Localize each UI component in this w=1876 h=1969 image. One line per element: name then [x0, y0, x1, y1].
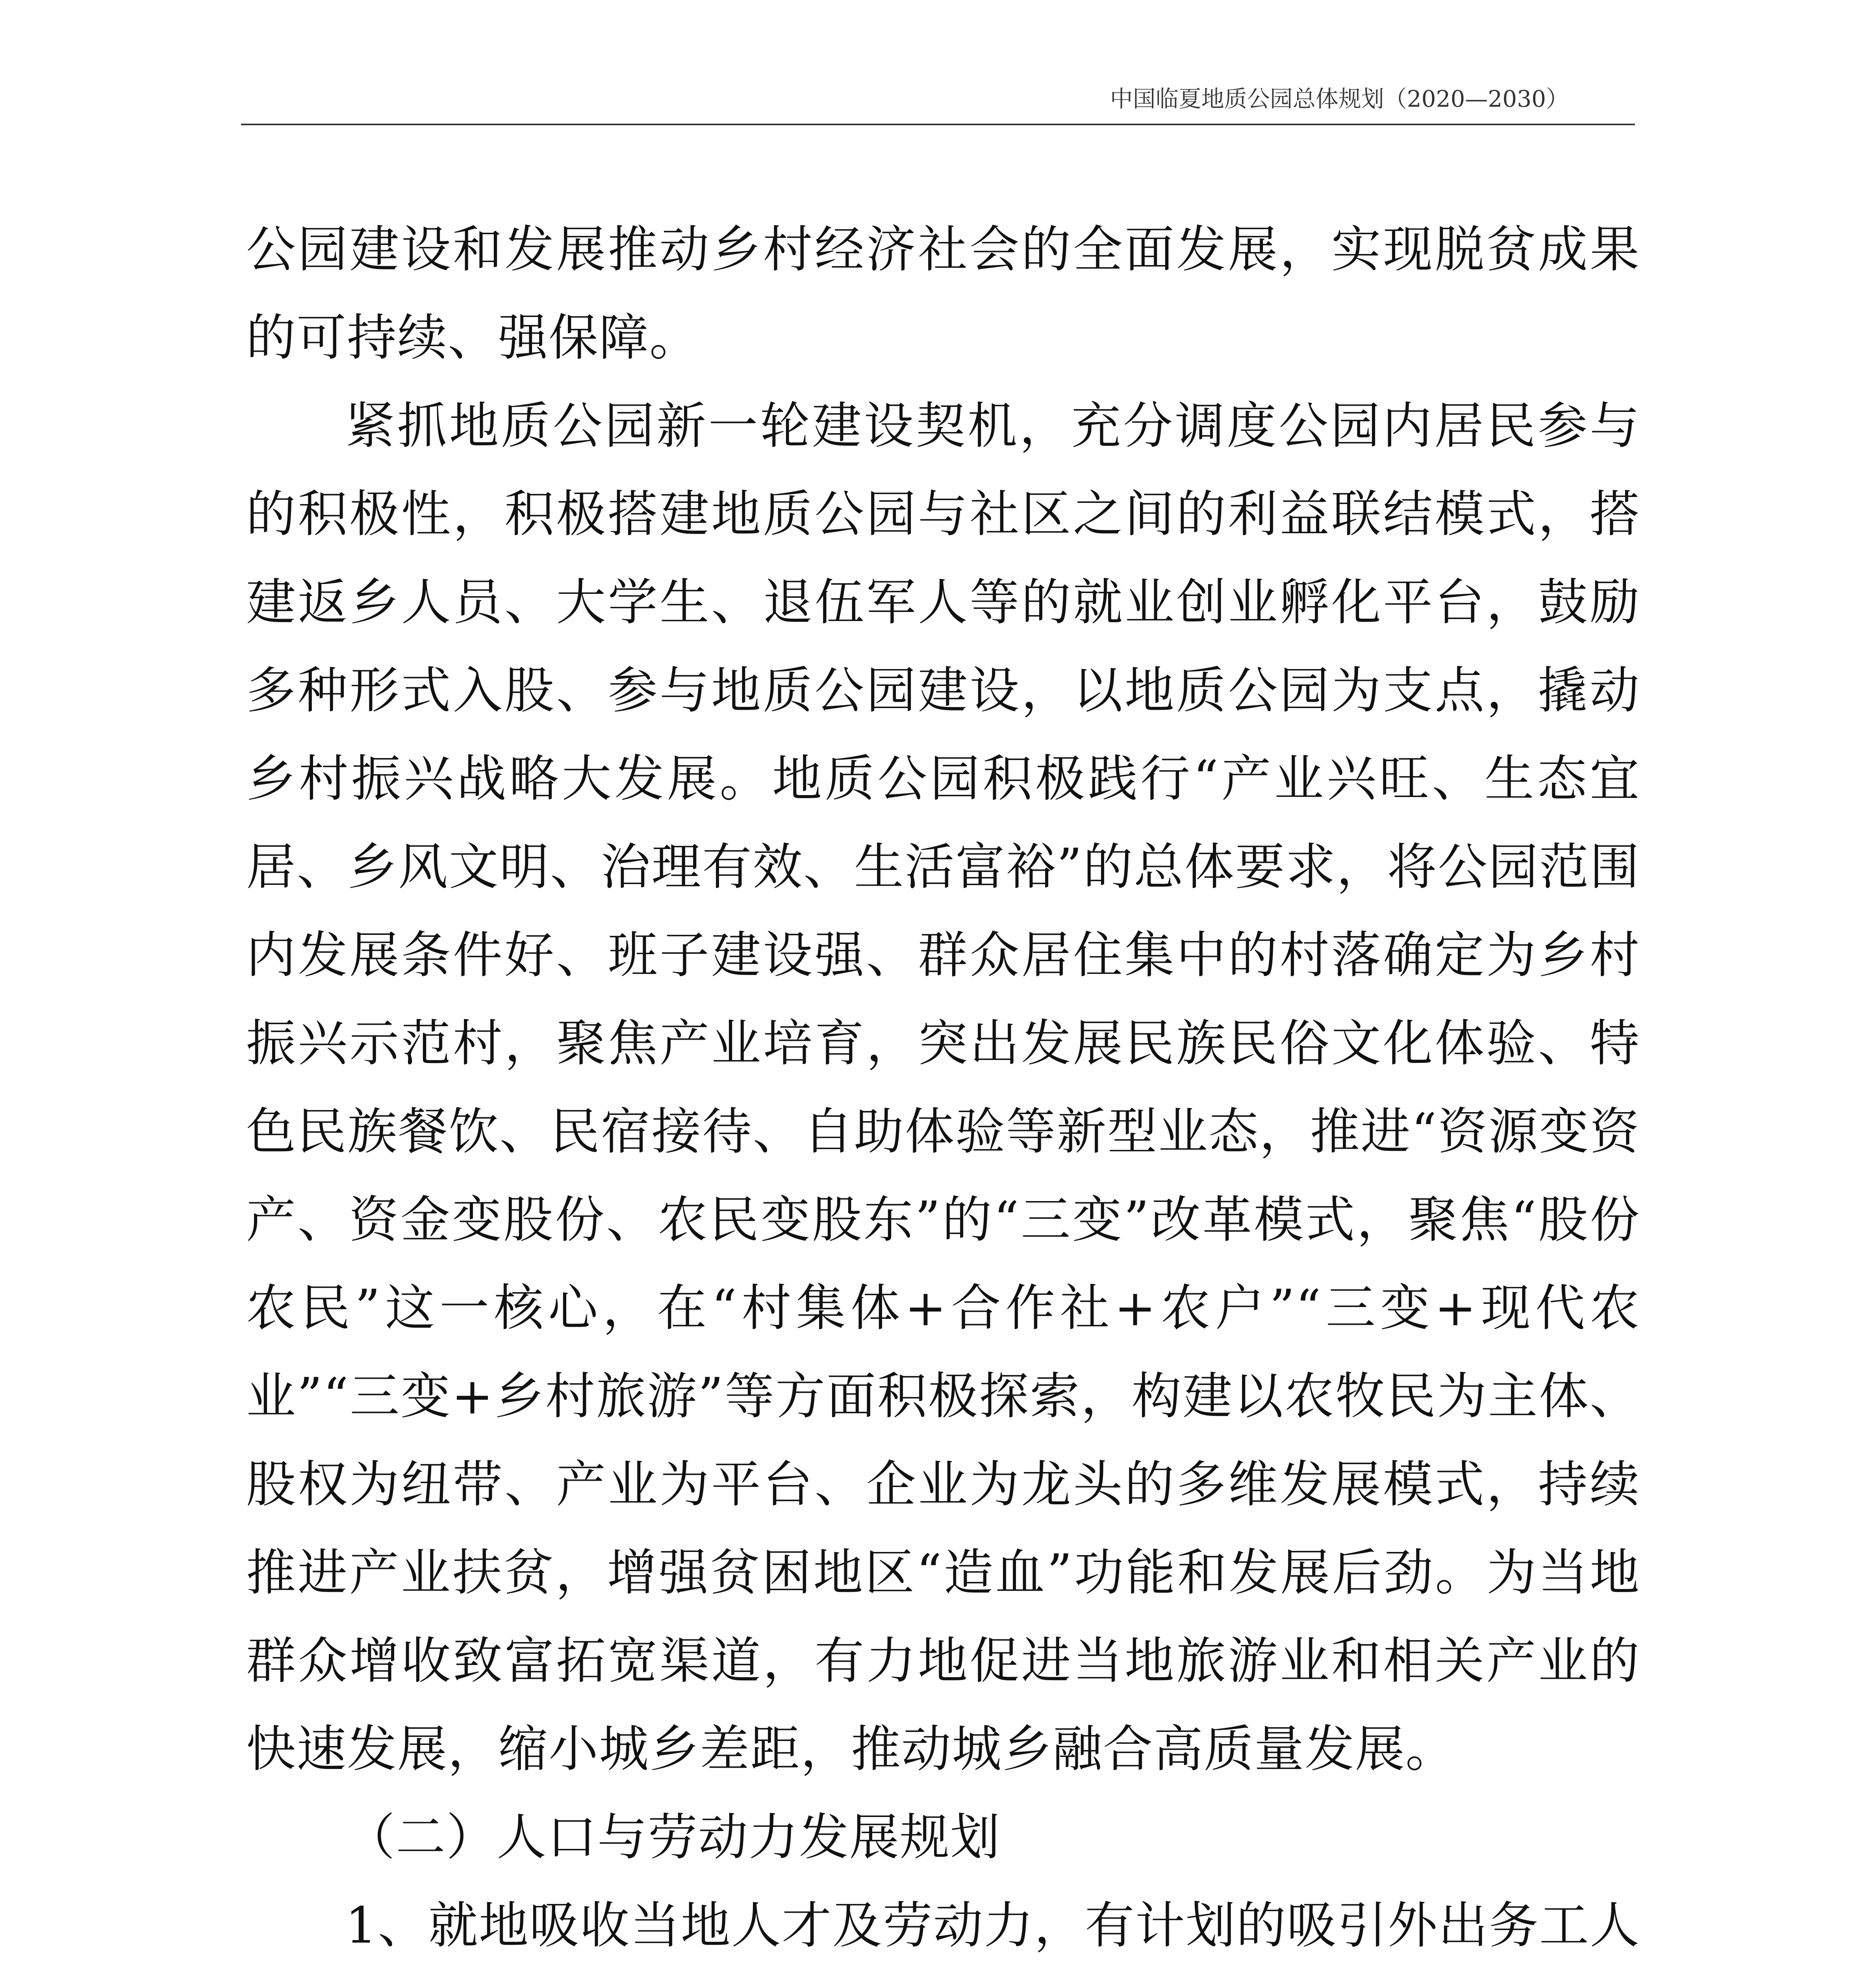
paragraph-item-1: 1、就地吸收当地人才及劳动力，有计划的吸引外出务工人 [345, 1897, 1640, 1954]
section-heading-population-labor: （二）人口与劳动力发展规划 [345, 1808, 1001, 1866]
body-text [246, 206, 1640, 1969]
running-header-title: 中国临夏地质公园总体规划（2020—2030） [1110, 85, 1569, 112]
paragraph-rural-revitalization: 紧抓地质公园新一轮建设契机，充分调度公园内居民参与的积极性，积极搭建地质公园与社区之间的利益联结模式，搭建返乡人员、大学生、退伍军人等的就业创业孵化平台，鼓励多种形式入股、参与地质公园建设，以地质公园为支点，撬动乡村振兴战略大发展。地质公园积极践行“产业兴旺、生态宜居、乡风文明、治理有效、生活富裕”的总体要求，将公园范围内发展条件好、班子建设强、群众居住集中的村落确定为乡村振兴示范村，聚焦产业培育，突出发展民族民俗文化体验、特色民族餐饮、民宿接待、自助体验等新型业态，推进“资源变资产、资金变股份、农民变股东”的“三变”改革模式，聚焦“股份农民”这一核心，在“村集体+合作社+农户”“三变+现代农业”“三变+乡村旅游”等方面积极探索，构建以农牧民为主体、股权为纽带、产业为平台、企业为龙头的多维发展模式，持续推进产业扶贫，增强贫困地区“造血”功能和发展后劲。为当地群众增收致富拓宽渠道，有力地促进当地旅游业和相关产业的快速发展，缩小城乡差距，推动城乡融合高质量发展。 [246, 397, 1640, 1778]
header-divider [241, 124, 1635, 125]
paragraph-continuation: 公园建设和发展推动乡村经济社会的全面发展，实现脱贫成果的可持续、强保障。 [246, 221, 1640, 367]
